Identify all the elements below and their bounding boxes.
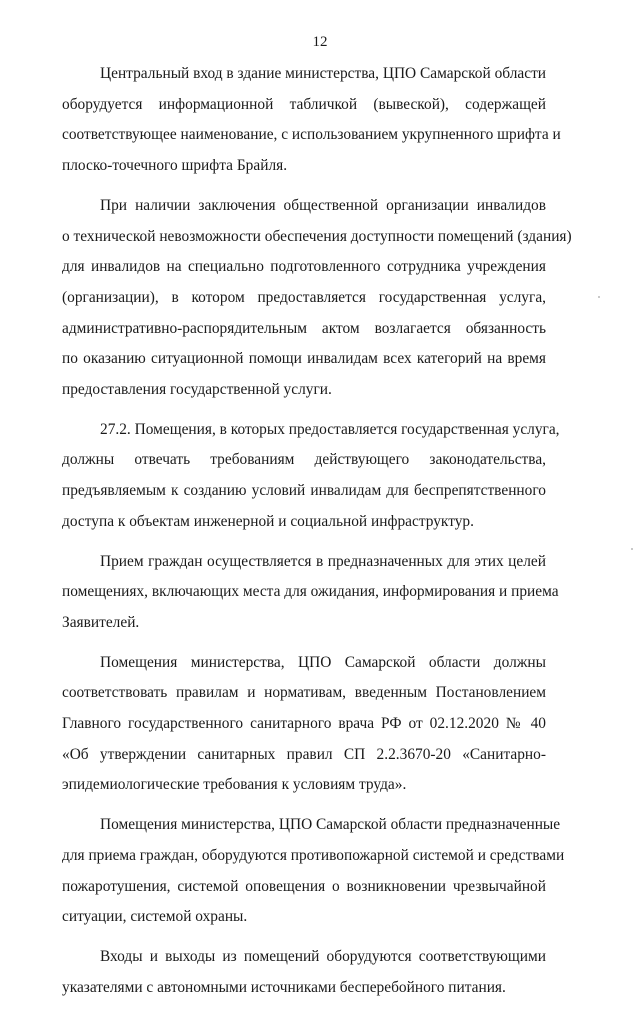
paragraph-line: (организации), в котором предоставляется государственная услуга, [62, 288, 546, 306]
paragraph-line: Заявителей. [62, 613, 140, 631]
paragraph-line: соответствовать правилам и нормативам, введенным Постановлением [62, 684, 546, 702]
paragraph-line: Помещения министерства, ЦПО Самарской области предназначенные [100, 816, 561, 834]
paragraph-line: плоско-точечного шрифта Брайля. [62, 157, 288, 175]
paragraph [62, 810, 565, 933]
page-number: 12 [312, 34, 328, 50]
paragraph-line: «Об утверждении санитарных правил СП 2.2.3670-20 «Санитарно- [62, 745, 546, 763]
paragraph [62, 415, 560, 538]
paragraph-line: пожаротушения, системой оповещения о возникновении чрезвычайной [62, 877, 546, 895]
paragraph [62, 648, 546, 802]
paragraph-line: предоставления государственной услуги. [62, 381, 332, 399]
paragraph [62, 59, 561, 182]
paragraph-line: 27.2. Помещения, в которых предоставляется государственная услуга, [100, 420, 560, 438]
document-body [62, 59, 572, 1012]
paragraph [62, 547, 559, 639]
scan-speck [598, 296, 600, 298]
paragraph-line: эпидемиологические требования к условиям труда». [62, 776, 407, 794]
paragraph-line: Главного государственного санитарного врача РФ от 02.12.2020 № 40 [62, 715, 546, 733]
paragraph-line: оборудуется информационной табличкой (вывеской), содержащей [62, 95, 546, 113]
paragraph-line: Помещения министерства, ЦПО Самарской области должны [100, 653, 546, 671]
paragraph-line: Входы и выходы из помещений оборудуются соответствующими [100, 947, 546, 965]
paragraph-line: для приема граждан, оборудуются противопожарной системой и средствами [62, 846, 565, 864]
paragraph-line: ситуации, системой охраны. [62, 908, 248, 926]
paragraph-line: для инвалидов на специально подготовленного сотрудника учреждения [62, 258, 546, 276]
paragraph-line: При наличии заключения общественной организации инвалидов [100, 196, 546, 214]
paragraph [62, 942, 546, 1003]
paragraph-line: Прием граждан осуществляется в предназначенных для этих целей [100, 552, 546, 570]
paragraph-line: доступа к объектам инженерной и социальной инфраструктур. [62, 512, 474, 530]
paragraph-line: указателями с автономными источниками бесперебойного питания. [62, 978, 506, 996]
paragraph-line: Центральный вход в здание министерства, ЦПО Самарской области [100, 65, 547, 82]
paragraph-line: предъявляемым к созданию условий инвалидам для беспрепятственного [62, 482, 546, 500]
scan-speck [631, 548, 633, 550]
paragraph-line: помещениях, включающих места для ожидания, информирования и приема [62, 583, 559, 601]
paragraph-line: соответствующее наименование, с использованием укрупненного шрифта и [62, 126, 561, 144]
paragraph-line: по оказанию ситуационной помощи инвалидам всех категорий на время [62, 350, 546, 368]
paragraph-line: административно-распорядительным актом возлагается обязанность [62, 319, 546, 337]
paragraph [62, 191, 572, 406]
paragraph-line: о технической невозможности обеспечения доступности помещений (здания) [62, 227, 572, 245]
paragraph-line: должны отвечать требованиям действующего законодательства, [62, 451, 546, 469]
